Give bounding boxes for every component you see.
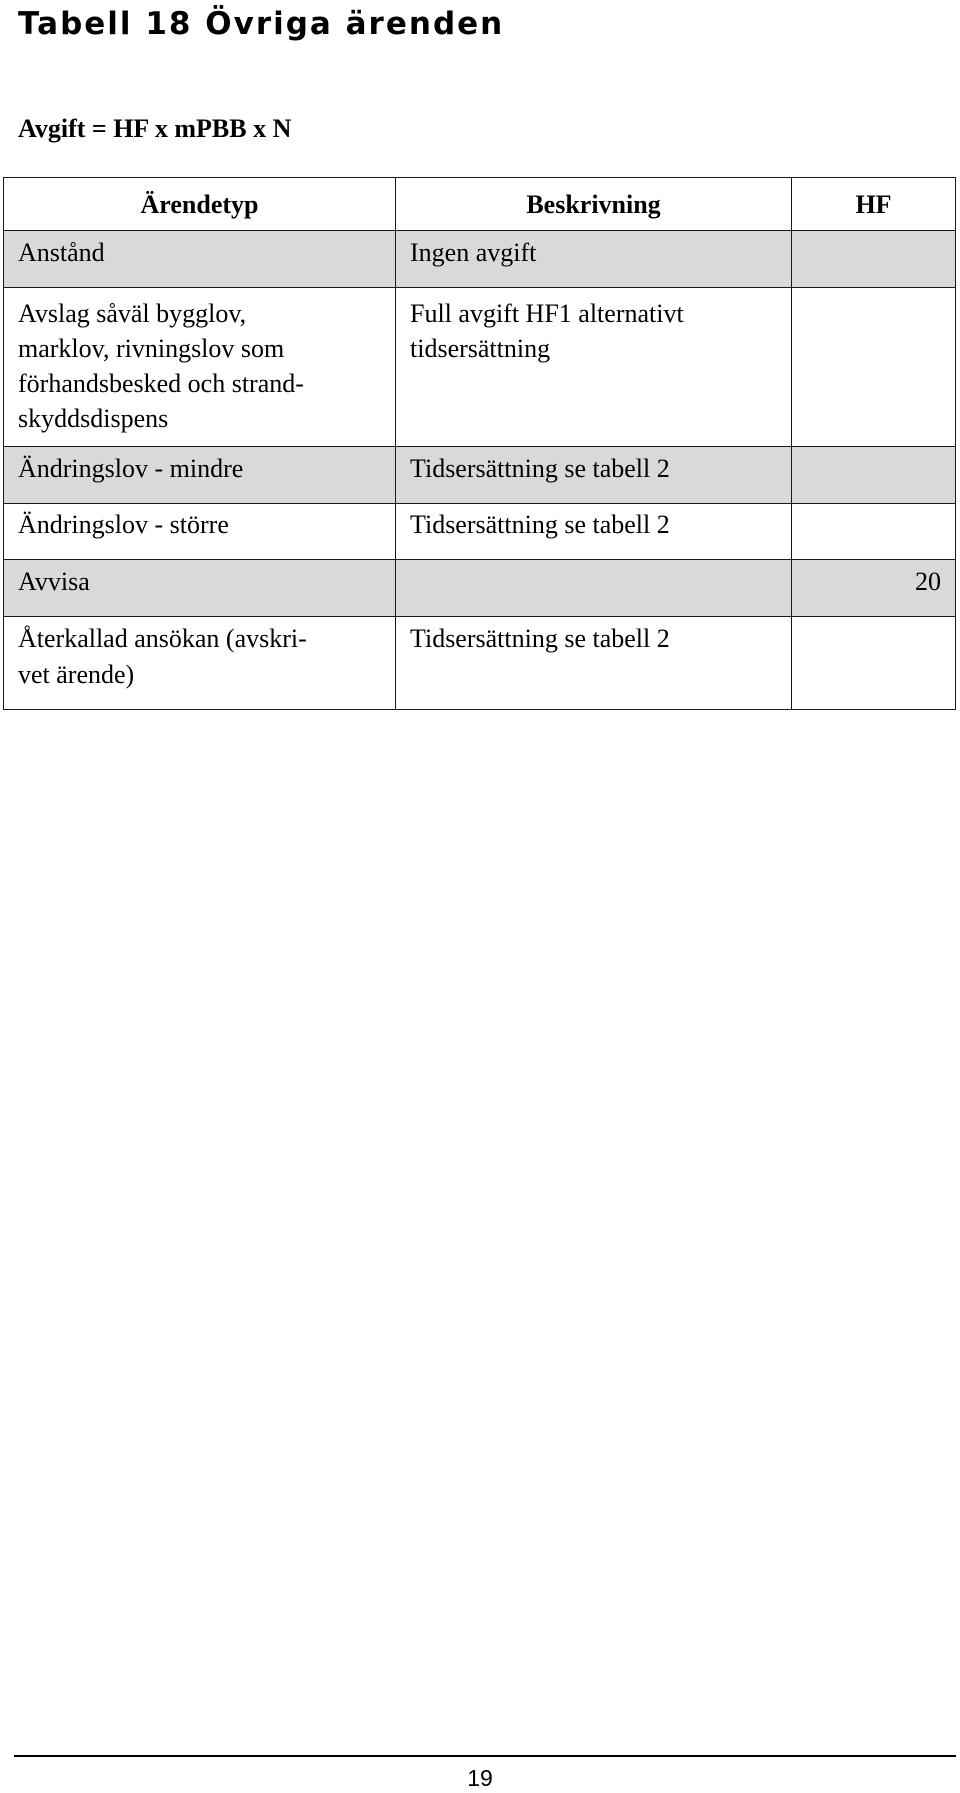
cell-description: Tidsersättning se tabell 2 <box>396 447 792 504</box>
cell-hf <box>792 504 956 560</box>
cell-description: Tidsersättning se tabell 2 <box>396 504 792 560</box>
cell-description: Full avgift HF1 alternativt tidsersättning <box>396 288 792 447</box>
footer-divider <box>14 1755 956 1757</box>
table-row <box>4 288 956 447</box>
table-row <box>4 504 956 560</box>
cell-type: Avvisa <box>4 560 396 617</box>
page-title: Tabell 18 Övriga ärenden <box>18 6 505 42</box>
header-arendetyp: Ärendetyp <box>4 178 396 231</box>
cell-type: Ändringslov - mindre <box>4 447 396 504</box>
page-number: 19 <box>467 1765 493 1791</box>
cell-description <box>396 560 792 617</box>
cell-description: Tidsersättning se tabell 2 <box>396 617 792 710</box>
cell-type: Anstånd <box>4 231 396 288</box>
cell-hf <box>792 231 956 288</box>
header-beskrivning: Beskrivning <box>396 178 792 231</box>
cell-type: Återkallad ansökan (avskri- vet ärende) <box>4 617 396 710</box>
fee-table <box>3 177 956 710</box>
cell-hf <box>792 617 956 710</box>
table-row <box>4 560 956 617</box>
cell-description: Ingen avgift <box>396 231 792 288</box>
table-row <box>4 617 956 710</box>
table-row <box>4 231 956 288</box>
cell-hf <box>792 447 956 504</box>
header-hf: HF <box>792 178 956 231</box>
cell-type: Ändringslov - större <box>4 504 396 560</box>
cell-hf <box>792 288 956 447</box>
cell-type: Avslag såväl bygglov, marklov, rivningslov som förhandsbesked och strand- skyddsdispens <box>4 288 396 447</box>
table-header-row <box>4 178 956 231</box>
fee-formula: Avgift = HF x mPBB x N <box>18 114 292 143</box>
table-row <box>4 447 956 504</box>
cell-hf: 20 <box>792 560 956 617</box>
